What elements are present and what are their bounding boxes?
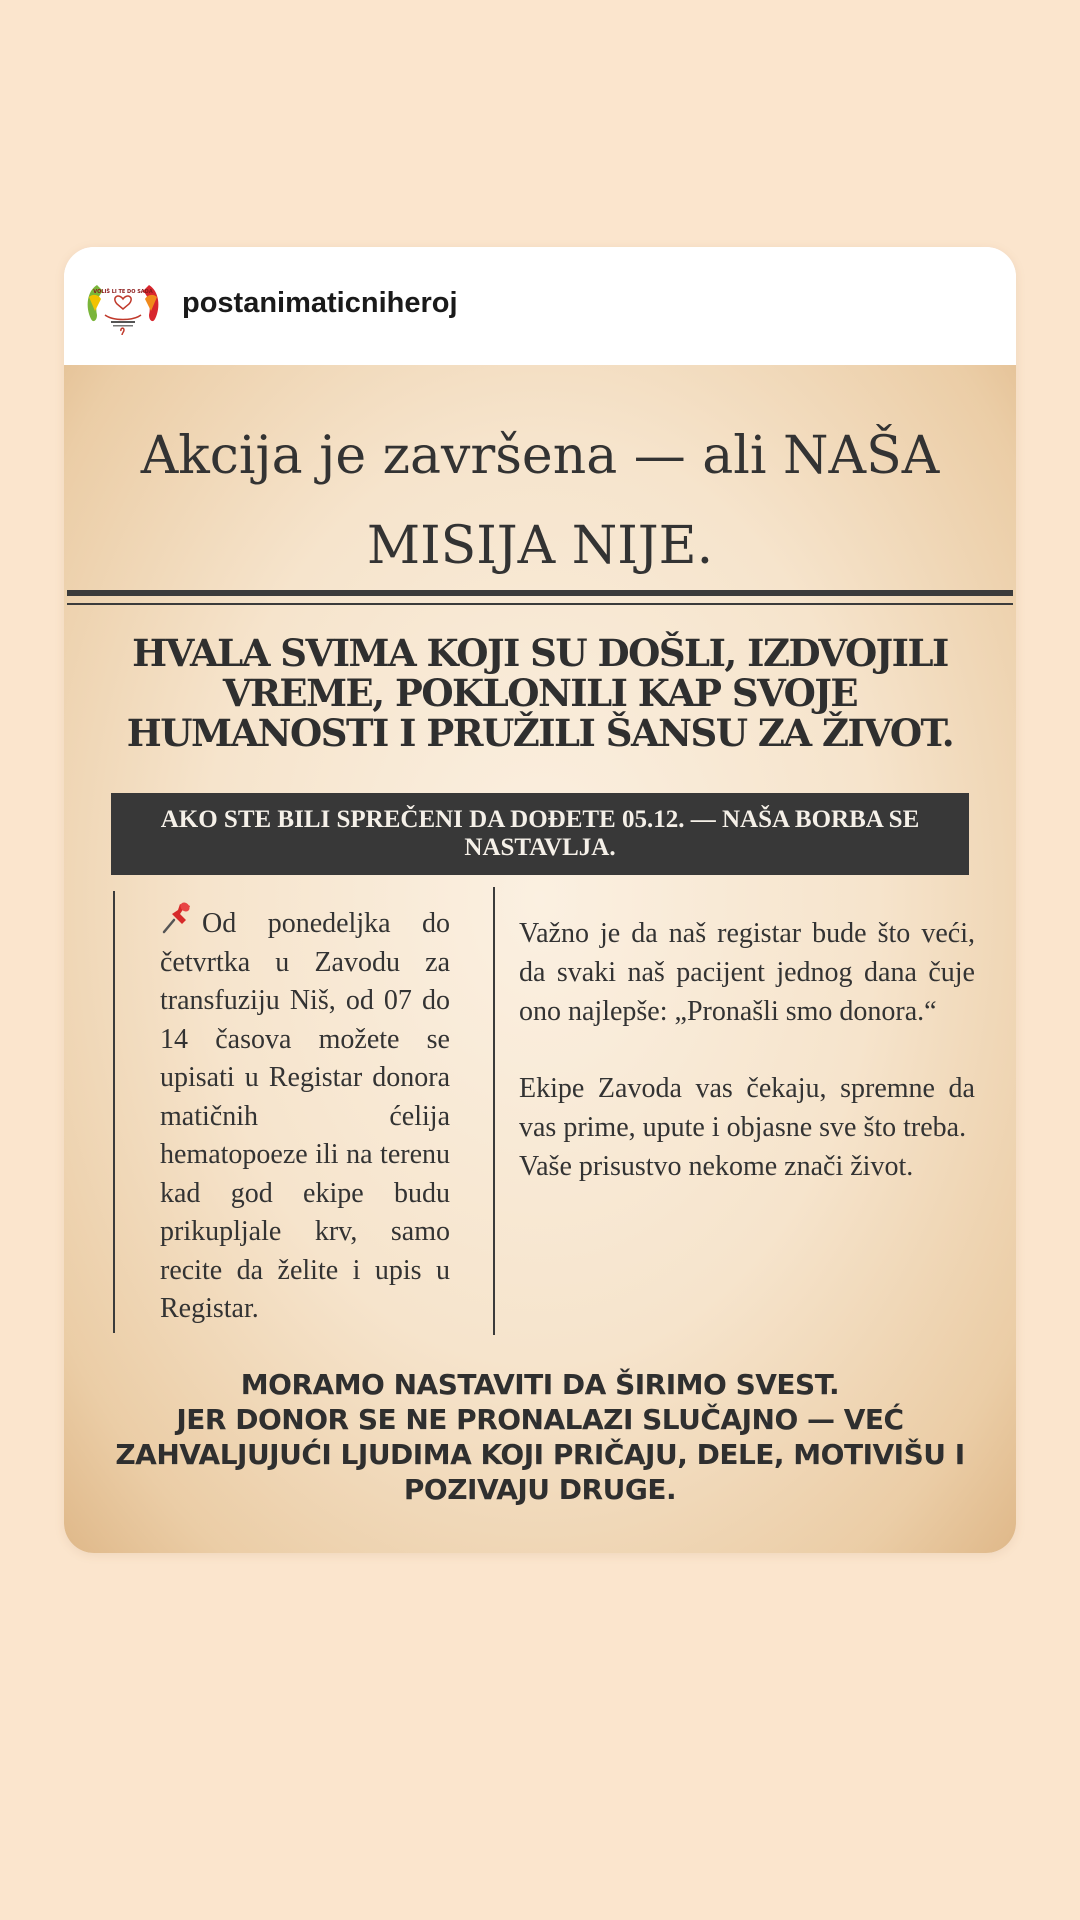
- column-divider-left: [113, 891, 115, 1333]
- left-column: [160, 902, 450, 1329]
- right-paragraph-2: Ekipe Zavoda vas čekaju, spremne da vas prime, upute i objasne sve što treba.: [519, 1073, 975, 1143]
- closing-message: [104, 1367, 976, 1507]
- left-column-text: Od ponedeljka do četvrtka u Zavodu za transfuziju Niš, od 07 do 14 časova možete se upisati u Registar donora matičnih ćelija hematopoeze ili na terenu kad god ekipe budu prikupljale krv, samo recite da želite i upis u Registar.: [160, 908, 450, 1324]
- pushpin-icon: [160, 902, 194, 934]
- account-avatar[interactable]: [83, 277, 163, 339]
- divider-rule-thin: [67, 603, 1013, 605]
- thanks-heading: HVALA SVIMA KOJI SU DOŠLI, IZDVOJILI VREME, POKLONILI KAP SVOJE HUMANOSTI I PRUŽILI ŠANSU ZA ŽIVOT.: [126, 631, 954, 755]
- account-username[interactable]: postanimaticniheroj: [182, 287, 458, 319]
- notice-banner: [111, 793, 969, 875]
- closing-line-1: MORAMO NASTAVITI DA ŠIRIMO SVEST.: [240, 1368, 840, 1401]
- poster-image: [64, 365, 1016, 1553]
- hands-heart-logo-icon: [83, 277, 163, 339]
- headline-line-2: MISIJA NIJE.: [366, 516, 714, 576]
- closing-line-2: JER DONOR SE NE PRONALAZI SLUČAJNO — VEĆ ZAHVALJUJUĆI LJUDIMA KOJI PRIČAJU, DELE, MOTIVIŠU I POZIVAJU DRUGE.: [115, 1403, 965, 1506]
- divider-rule: [67, 590, 1013, 596]
- right-column: [519, 914, 975, 1186]
- right-paragraph-1: Važno je da naš registar bude što veći, da svaki naš pacijent jednog dana čuje ono najlepše: „Pronašli smo donora.“: [519, 918, 975, 1027]
- poster-headline: [104, 411, 976, 591]
- column-divider-middle: [493, 887, 495, 1335]
- shared-post-card[interactable]: [64, 247, 1016, 1553]
- post-header[interactable]: [64, 247, 1016, 365]
- notice-banner-text: AKO STE BILI SPREČENI DA DOĐETE 05.12. — NAŠA BORBA SE NASTAVLJA.: [160, 806, 920, 861]
- right-paragraph-3: Vaše prisustvo nekome znači život.: [519, 1151, 914, 1182]
- headline-line-1: Akcija je završena — ali NAŠA: [140, 426, 940, 486]
- svg-text:VOLIŠ LI TE DO SADA: VOLIŠ LI TE DO SADA: [93, 289, 153, 295]
